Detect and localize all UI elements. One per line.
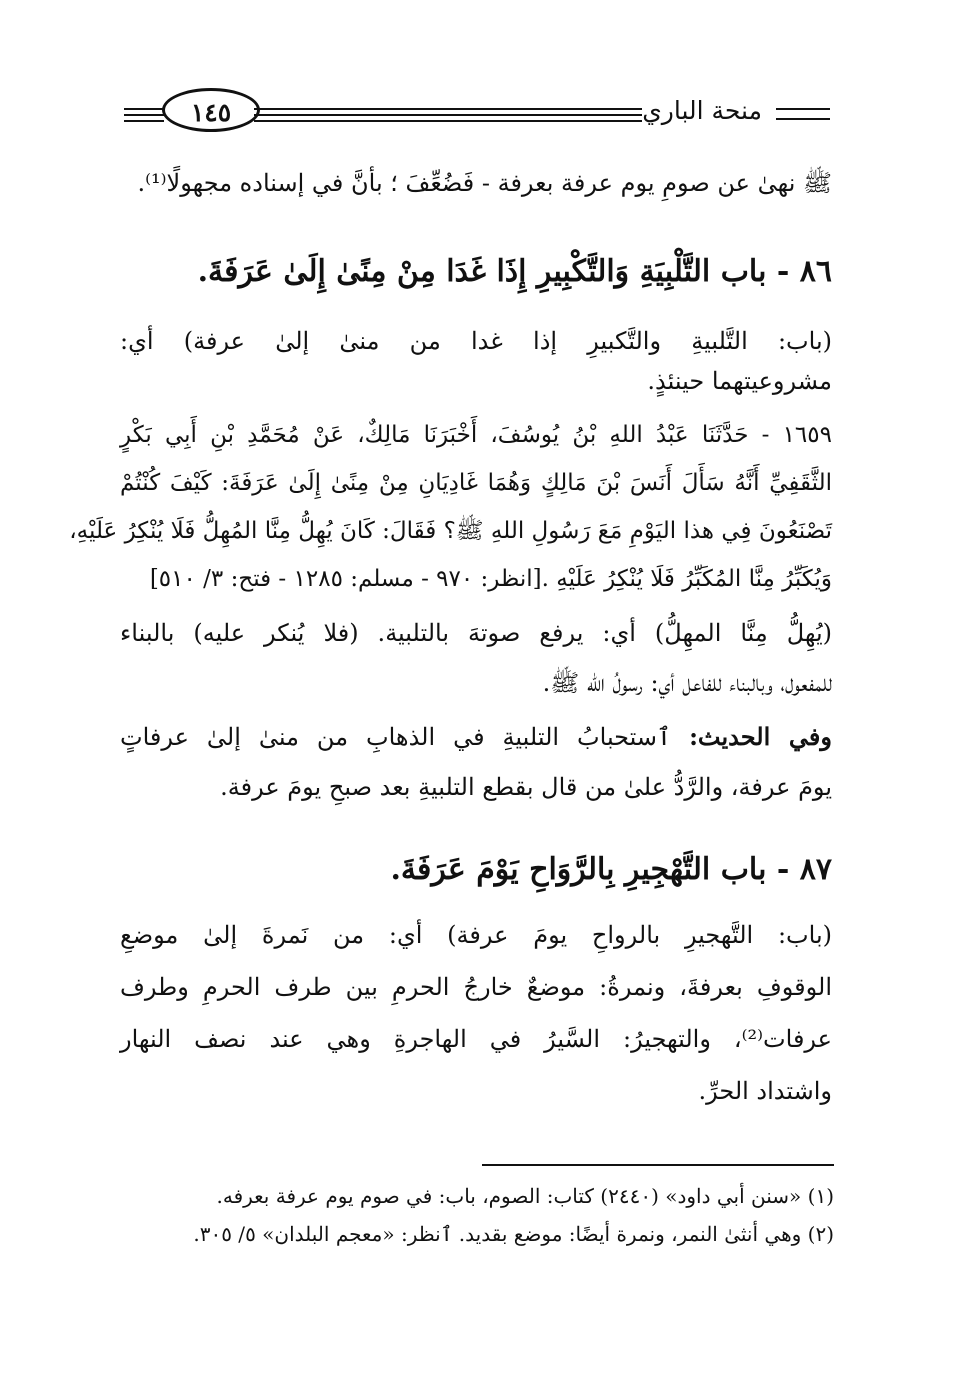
benefit-text: ٱستحبابُ التلبيةِ في الذهابِ من منىٰ إلىٰ عرفاتٍ [120, 723, 690, 751]
chapter-87-explanation-line: عرفات⁽²⁾، والتهجيرُ: السَّيرُ في الهاجرةِ وهي عند نصف النهار [120, 1025, 832, 1053]
footnote-divider [482, 1164, 834, 1166]
hadith-line: تَصْنَعُونَ فِي هذا اليَوْمِ مَعَ رَسُولِ اللهِ ﷺ؟ فَقَالَ: كَانَ يُهِلُّ مِنَّا المُهِلُّ فَلَا يُنْكِرُ عَلَيْهِ، [69, 518, 832, 544]
benefit-line [120, 712, 832, 762]
page-header [120, 84, 840, 144]
chapter-87-explanation-line: الوقوفِ بعرفةَ، ونمرةُ: موضعٌ خارجُ الحرمِ بين طرف الحرمِ وطرف [120, 973, 832, 1001]
benefit-label: وفي الحديث: [689, 722, 832, 751]
header-rule-bottom [254, 120, 642, 122]
benefit-line: يومَ عرفة، والرَّدُّ علىٰ من قال بقطع التلبيةِ بعد صبحِ يومَ عرفة. [220, 773, 832, 801]
chapter-86-explanation-line: (باب: التَّلبيةِ والتَّكبيرِ إذا غدا من منىٰ إلىٰ عرفة) أي: [120, 327, 832, 355]
footnote: (١) «سنن أبي داود» (٢٤٤٠) كتاب: الصوم، باب: في صوم يوم عرفة بعرفه. [216, 1184, 834, 1208]
chapter-87-explanation-line: واشتداد الحرِّ. [698, 1077, 832, 1105]
chapter-86-explanation-line: مشروعيتهما حينئذٍ. [647, 367, 832, 395]
header-rule-right-bottom [776, 118, 830, 120]
header-rule-top [254, 108, 642, 110]
hadith-line: ١٦٥٩ - حَدَّثَنَا عَبْدُ اللهِ بْنُ يُوسُفَ، أَخْبَرَنَا مَالِكٌ، عَنْ مُحَمَّدِ بْنِ أَبِي بَكْرٍ [120, 422, 832, 448]
commentary-line: للمفعول، وبالبناء للفاعل أي: رسولُ الله ﷺ. [542, 669, 832, 697]
header-rule-left-bottom [124, 120, 164, 122]
book-title: منحة الباري [642, 96, 762, 125]
page-number: ١٤٥ [162, 88, 260, 132]
header-rule-left-top [124, 108, 164, 110]
commentary-line: (يُهِلُّ مِنَّا المهِلُّ) أي: يرفع صوتهَ بالتلبية. (فلا يُنكر عليه) بالبناء [120, 619, 832, 647]
chapter-86-heading: ٨٦ - باب التَّلْبِيَةِ وَالتَّكْبِيرِ إِذَا غَدَا مِنْ مِنًىٰ إِلَىٰ عَرَفَةَ. [197, 254, 832, 289]
chapter-87-explanation-line: (باب: التَّهجيرِ بالرواحِ يومَ عرفة) أي: من نَمرةَ إلىٰ موضعِ [120, 921, 832, 949]
header-rule-left-middle [124, 114, 164, 116]
footnote: (٢) وهي أنثىٰ النمر، ونمرة أيضًا: موضع بقديد. ٱنظر: «معجم البلدان» ٥/ ٣٠٥. [193, 1222, 834, 1246]
header-rule-middle [254, 114, 642, 116]
hadith-line: الثَّقَفِيِّ أَنَّهُ سَأَلَ أَنَسَ بْنَ مَالِكٍ وَهُمَا غَادِيَانِ مِنْ مِنًىٰ إِلَىٰ عَرَفَةَ: كَيْفَ كُنْتُمْ [120, 470, 832, 496]
chapter-87-heading: ٨٧ - باب التَّهْجِيرِ بِالرَّوَاحِ يَوْمَ عَرَفَةَ. [390, 852, 832, 887]
hadith-line: وَيُكَبِّرُ مِنَّا المُكَبِّرُ فَلَا يُنْكِرُ عَلَيْهِ .[انظر: ٩٧٠ - مسلم: ١٢٨٥ - فتح: ٣/ ٥١٠] [149, 566, 832, 592]
intro-line: ﷺ نهىٰ عن صومِ يوم عرفة بعرفة - فَضُعِّفَ ؛ بأنَّ في إسناده مجهولًا⁽¹⁾. [137, 169, 832, 197]
header-rule-right-top [776, 108, 830, 110]
